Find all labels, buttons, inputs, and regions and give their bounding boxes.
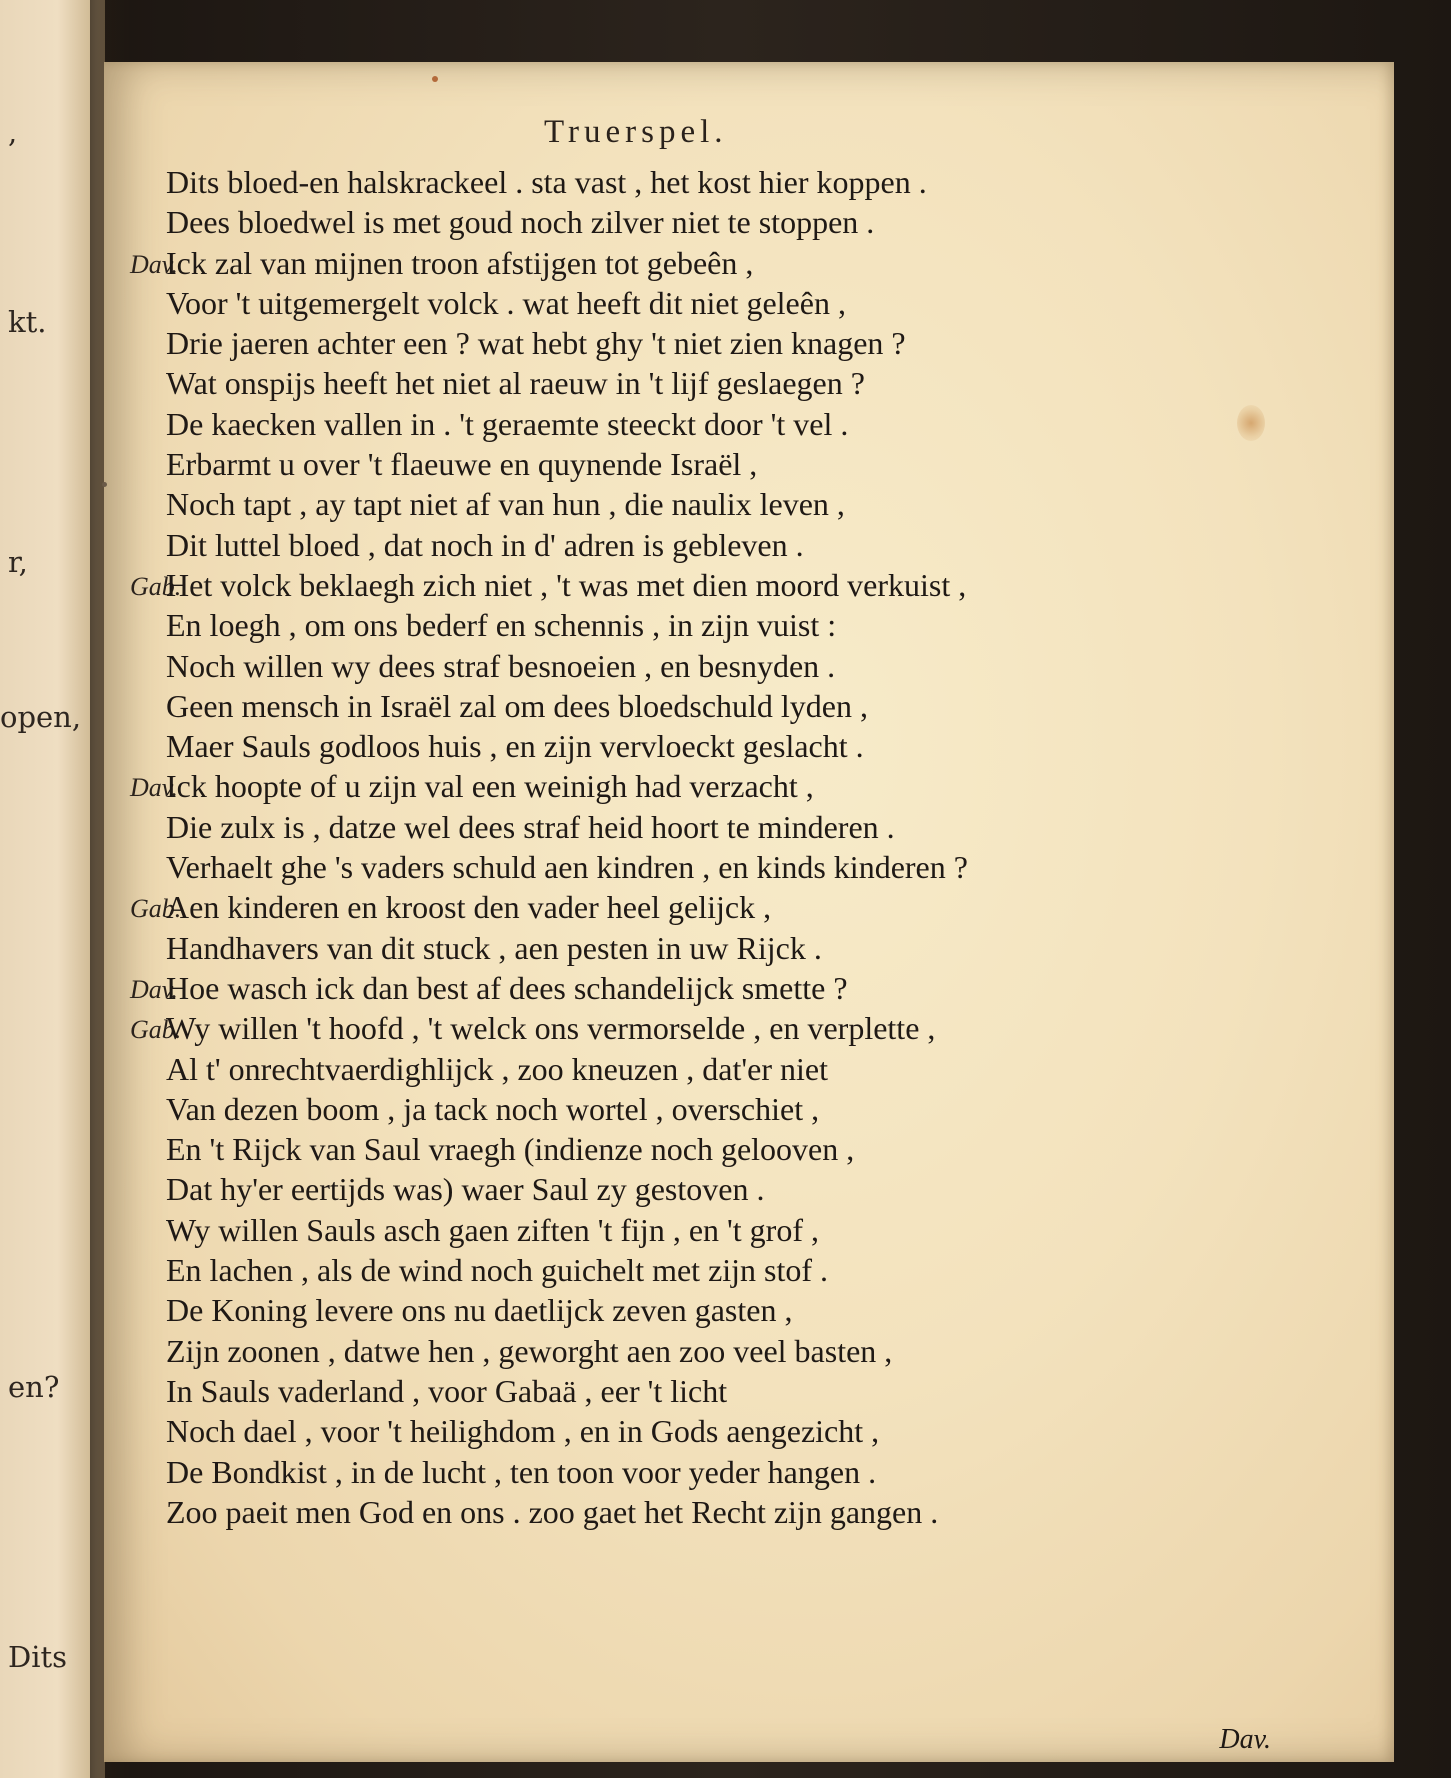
verse-block [104, 162, 1394, 1532]
verse-line [104, 887, 1394, 927]
verse-text: Van dezen boom , ja tack noch wortel , overschiet , [166, 1090, 820, 1127]
verse-text: Noch tapt , ay tapt niet af van hun , die naulix leven , [166, 486, 845, 523]
left-fragment: r, [8, 545, 28, 579]
left-fragment: , [8, 115, 18, 149]
verse-text: Verhaelt ghe 's vaders schuld aen kindren , en kinds kinderen ? [166, 849, 968, 886]
verse-text: Het volck beklaegh zich niet , 't was met dien moord verkuist , [166, 566, 967, 603]
verse-line [104, 363, 1394, 403]
verse-line [104, 1492, 1394, 1532]
verse-line [104, 1008, 1394, 1048]
verse-line [104, 525, 1394, 565]
verse-line [104, 646, 1394, 686]
verse-line [104, 283, 1394, 323]
verse-text: Dit luttel bloed , dat noch in d' adren is gebleven . [166, 526, 804, 563]
running-head: Truerspel. [544, 114, 728, 150]
speaker-label: Dav. [130, 249, 178, 279]
left-fragment: open, [0, 700, 82, 734]
book-page [104, 62, 1394, 1762]
verse-text: Wy willen Sauls asch gaen ziften 't fijn , en 't grof , [166, 1211, 819, 1248]
verse-line [104, 323, 1394, 363]
verse-text: Noch willen wy dees straf besnoeien , en besnyden . [166, 647, 836, 684]
verse-line [104, 404, 1394, 444]
verse-text: Erbarmt u over 't flaeuwe en quynende Israël , [166, 446, 758, 483]
verse-line [104, 1169, 1394, 1209]
verse-text: En loegh , om ons bederf en schennis , in zijn vuist : [166, 607, 837, 644]
verse-text: De Koning levere ons nu daetlijck zeven gasten , [166, 1292, 793, 1329]
verse-line [104, 928, 1394, 968]
verse-line [104, 968, 1394, 1008]
left-fragment: kt. [8, 305, 47, 339]
verse-line [104, 202, 1394, 242]
verse-line [104, 1452, 1394, 1492]
verse-text: Die zulx is , datze wel dees straf heid hoort te minderen . [166, 808, 895, 845]
verse-text: Wy willen 't hoofd , 't welck ons vermorselde , en verplette , [166, 1010, 936, 1047]
verse-text: Maer Sauls godloos huis , en zijn vervloeckt geslacht . [166, 728, 864, 765]
verse-text: En lachen , als de wind noch guichelt met zijn stof . [166, 1252, 829, 1289]
left-fragment: en? [8, 1370, 60, 1404]
verse-line [104, 1250, 1394, 1290]
verse-line [104, 807, 1394, 847]
verse-line [104, 162, 1394, 202]
verse-text: Hoe wasch ick dan best af dees schandelijck smette ? [166, 969, 848, 1006]
verse-text: Voor 't uitgemergelt volck . wat heeft dit niet geleên , [166, 284, 846, 321]
verse-text: Aen kinderen en kroost den vader heel gelijck , [166, 889, 772, 926]
speaker-label: Gab. [130, 894, 182, 924]
verse-text: Zoo paeit men God en ons . zoo gaet het Recht zijn gangen . [166, 1493, 939, 1530]
verse-text: Wat onspijs heeft het niet al raeuw in 't lijf geslaegen ? [166, 365, 865, 402]
verse-line [104, 1089, 1394, 1129]
verse-text: Zijn zoonen , datwe hen , geworght aen zoo veel basten , [166, 1332, 893, 1369]
verse-line [104, 1049, 1394, 1089]
verse-text: Noch dael , voor 't heilighdom , en in Gods aengezicht , [166, 1413, 880, 1450]
verse-text: En 't Rijck van Saul vraegh (indienze noch gelooven , [166, 1131, 855, 1168]
verse-line [104, 686, 1394, 726]
verse-text: Handhavers van dit stuck , aen pesten in uw Rijck . [166, 929, 822, 966]
verse-text: Geen mensch in Israël zal om dees bloedschuld lyden , [166, 687, 868, 724]
verse-text: Dees bloedwel is met goud noch zilver niet te stoppen . [166, 204, 875, 241]
verse-text: Al t' onrechtvaerdighlijck , zoo kneuzen , dat'er niet [166, 1050, 828, 1087]
verse-line [104, 726, 1394, 766]
verse-line [104, 444, 1394, 484]
verse-text: Ick hoopte of u zijn val een weinigh had verzacht , [166, 768, 814, 805]
verse-line [104, 847, 1394, 887]
verse-line [104, 1411, 1394, 1451]
verse-line [104, 766, 1394, 806]
verse-line [104, 484, 1394, 524]
speaker-label: Gab. [130, 571, 182, 601]
speaker-label: Gab. [130, 1015, 182, 1045]
verse-text: Dat hy'er eertijds was) waer Saul zy gestoven . [166, 1171, 765, 1208]
verse-line [104, 1129, 1394, 1169]
verse-text: De Bondkist , in de lucht , ten toon voor yeder hangen . [166, 1453, 877, 1490]
verse-text: Drie jaeren achter een ? wat hebt ghy 't niet zien knagen ? [166, 325, 906, 362]
verse-line [104, 605, 1394, 645]
verse-text: De kaecken vallen in . 't geraemte steeckt door 't vel . [166, 405, 849, 442]
verse-text: Ick zal van mijnen troon afstijgen tot gebeên , [166, 244, 754, 281]
left-fragment: Dits [8, 1640, 68, 1674]
verse-text: In Sauls vaderland , voor Gabaä , eer 't licht [166, 1372, 728, 1409]
verse-line [104, 243, 1394, 283]
verse-line [104, 1331, 1394, 1371]
verse-text: Dits bloed-en halskrackeel . sta vast , het kost hier koppen . [166, 164, 927, 200]
ink-mark [432, 76, 438, 82]
verse-line [104, 565, 1394, 605]
catchword: Dav. [1219, 1724, 1271, 1755]
speaker-label: Dav. [130, 974, 178, 1004]
verse-line [104, 1371, 1394, 1411]
verse-line [104, 1290, 1394, 1330]
speaker-label: Dav. [130, 773, 178, 803]
verse-line [104, 1210, 1394, 1250]
